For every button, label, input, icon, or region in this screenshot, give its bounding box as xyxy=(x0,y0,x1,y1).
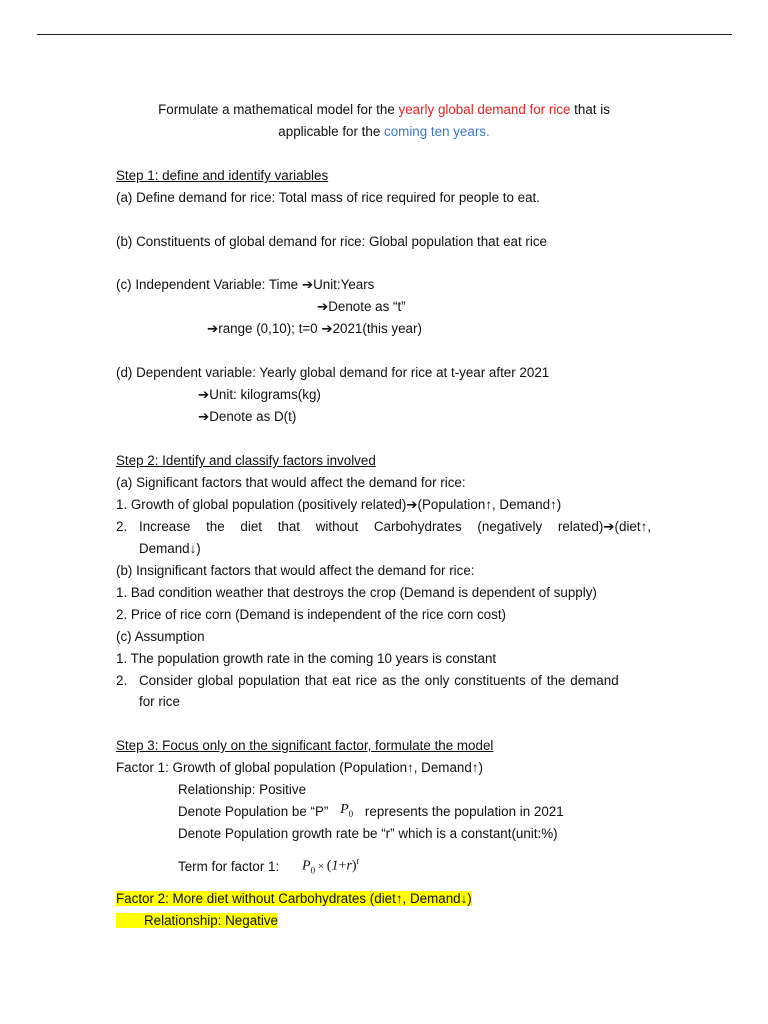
step1-d-unit: Unit: kilograms(kg) xyxy=(209,387,321,402)
step2-a1-relation: (Population↑, Demand↑) xyxy=(417,497,562,512)
right-arrow-icon: ➔ xyxy=(301,277,314,292)
title-highlight-red: yearly global demand for rice xyxy=(398,102,571,117)
step2-item-c2-num: 2. xyxy=(116,673,128,688)
right-arrow-icon: ➔ xyxy=(321,321,333,336)
step3-term-label: Term for factor 1: xyxy=(178,859,280,874)
step2-item-a2-line1 xyxy=(139,518,651,536)
step1-heading: Step 1: define and identify variables xyxy=(116,168,329,183)
title-line-2 xyxy=(0,123,768,141)
step3-factor1-term xyxy=(178,858,279,876)
step1-item-b: (b) Constituents of global demand for rice: Global population that eat rice xyxy=(116,234,547,249)
step3-factor1-population xyxy=(178,803,564,826)
step3-factor2-rel-text: Relationship: Negative xyxy=(116,913,278,928)
step1-c-text: (c) Independent Variable: Time xyxy=(116,277,299,292)
step1-item-c-line1 xyxy=(116,276,374,294)
step1-c-range: range (0,10); t=0 xyxy=(218,321,318,336)
step2-a2-text: Increase the diet that without Carbohydrates (negatively related) xyxy=(139,519,604,534)
step3-heading: Step 3: Focus only on the significant factor, formulate the model xyxy=(116,738,494,753)
step2-item-c2-line1: Consider global population that eat rice as the only constituents of the demand xyxy=(139,673,619,688)
step3-factor1-rate: Denote Population growth rate be “r” which is a constant(unit:%) xyxy=(178,826,558,841)
step2-item-b2: 2. Price of rice corn (Demand is independent of the rice corn cost) xyxy=(116,607,507,622)
factor1-formula: $P_0 \times (1+r)^t$ xyxy=(302,856,359,876)
step1-c-denote: Denote as “t” xyxy=(328,299,406,314)
step2-item-a: (a) Significant factors that would affect the demand for rice: xyxy=(116,475,466,490)
step3-factor2-text: Factor 2: More diet without Carbohydrates (diet↑, Demand↓) xyxy=(116,891,472,906)
title-text: Formulate a mathematical model for the xyxy=(158,102,399,117)
step1-c-unit: Unit:Years xyxy=(313,277,375,292)
step2-item-c: (c) Assumption xyxy=(116,629,205,644)
step3-pop-after: represents the population in 2021 xyxy=(364,804,564,819)
right-arrow-icon: ➔ xyxy=(198,409,210,424)
step3-factor2 xyxy=(116,890,472,908)
step3-factor2-relationship xyxy=(116,912,278,930)
step1-d-denote: Denote as D(t) xyxy=(209,409,297,424)
step1-item-d-line1: (d) Dependent variable: Yearly global demand for rice at t-year after 2021 xyxy=(116,365,550,380)
step1-c-year: 2021(this year) xyxy=(332,321,422,336)
step2-heading: Step 2: Identify and classify factors involved xyxy=(116,453,376,468)
step3-pop-text: Denote Population be “P” xyxy=(178,804,329,819)
step1-item-c-line3 xyxy=(207,320,422,338)
step2-item-a2-num: 2. xyxy=(116,519,128,534)
header-rule xyxy=(37,34,732,35)
step1-item-d-line3 xyxy=(198,408,296,426)
step1-item-c-line2 xyxy=(317,298,406,316)
step1-item-d-line2 xyxy=(198,386,321,404)
title-highlight-blue: coming ten years. xyxy=(384,124,490,139)
step3-factor1-relationship: Relationship: Positive xyxy=(178,782,307,797)
p0-symbol: $P_0$ xyxy=(340,802,354,819)
step2-a2-relation: (diet↑, xyxy=(614,519,651,534)
title-text-2: applicable for the xyxy=(278,124,385,139)
title-line-1 xyxy=(0,101,768,119)
step2-a1-text: 1. Growth of global population (positively related) xyxy=(116,497,407,512)
step2-item-a1 xyxy=(116,496,561,514)
title-text-end: that is xyxy=(570,102,610,117)
right-arrow-icon: ➔ xyxy=(198,387,210,402)
step2-item-c1: 1. The population growth rate in the coming 10 years is constant xyxy=(116,651,497,666)
step3-factor1: Factor 1: Growth of global population (Population↑, Demand↑) xyxy=(116,760,483,775)
right-arrow-icon: ➔ xyxy=(406,497,418,512)
step1-item-a: (a) Define demand for rice: Total mass of rice required for people to eat. xyxy=(116,190,541,205)
right-arrow-icon: ➔ xyxy=(603,519,615,534)
right-arrow-icon: ➔ xyxy=(207,321,219,336)
step2-item-a2-line2: Demand↓) xyxy=(139,541,201,556)
step2-item-c2-line2: for rice xyxy=(139,694,180,709)
step2-item-b: (b) Insignificant factors that would affect the demand for rice: xyxy=(116,563,475,578)
right-arrow-icon: ➔ xyxy=(317,299,329,314)
step2-item-b1: 1. Bad condition weather that destroys the crop (Demand is dependent of supply) xyxy=(116,585,597,600)
